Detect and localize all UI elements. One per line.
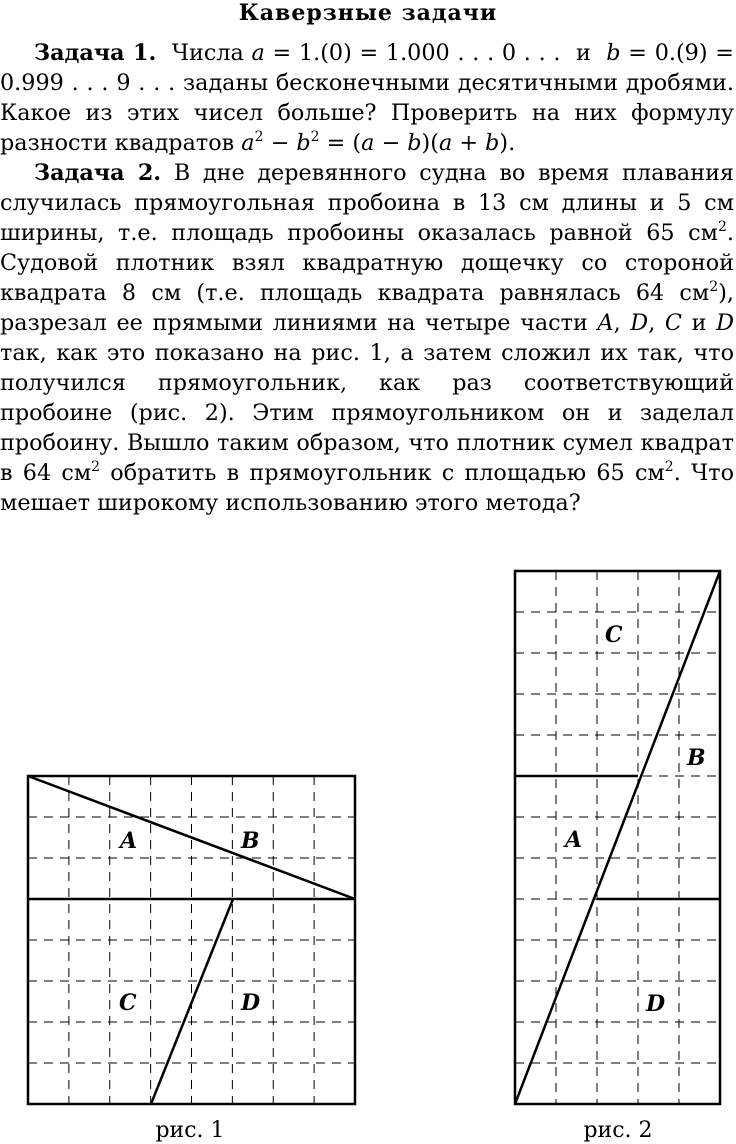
page-title: Каверзные задачи	[238, 0, 498, 26]
figure-2-label-c: C	[605, 622, 623, 648]
figure-1-cut	[151, 899, 233, 1104]
figure-2-label-b: B	[687, 745, 706, 771]
figure-2-diagonal	[515, 571, 720, 1104]
problem-2-label: Задача 2.	[34, 160, 162, 186]
figure-2-label-a: A	[565, 827, 583, 853]
body-text	[0, 38, 734, 518]
problem-2-s3: ), разрезал ее прямыми линиями на четыре части	[0, 280, 734, 336]
problem-2-s2: . Судовой плотник взял квадратную дощечку со стороной квадрата 8 см (т.е. площадь квадрата равнялась 64 см	[0, 220, 734, 306]
problem-2: Задача 2. В дне деревянного судна во время плавания случилась прямоугольная пробоина в 13 см длины и 5 см ширины, т.е. площадь пробоины оказалась равной 65 $см^2$. Судовой плотник взял квадратную дощечку со стороной квадрата 8 см (т.е. площадь квадрата равнялась 64 $см^2$), разрезал ее прямыми линиями на четыре части A, D, C и D так, как это показано на рис. 1, а затем сложил их так, что получился прямоугольник, как раз соответствующий пробоине (рис. 2). Этим прямоугольником он и заделал пробоину. Вышло таким образом, что плотник сумел квадрат в 64 $см^2$ обратить в прямоугольник с площадью 65 $см^2$. Что мешает широкому использованию этого метода?	[0, 160, 734, 516]
problem-2-s6: . Что мешает широкому использованию этого метода?	[0, 460, 734, 516]
figure-1	[26, 774, 358, 1108]
problem-1-label: Задача 1.	[34, 40, 157, 66]
problem-1-text-b: заданы бесконечными десятичными дробями. Какое из этих чисел больше? Проверить на них формулу разности квадратов	[0, 70, 734, 156]
figure-2-caption: рис. 2	[583, 1118, 653, 1143]
problem-2-s1: В дне деревянного судна во время плавания случилась прямоугольная пробоина в 13 см длины и 5 см ширины, т.е. площадь пробоины оказалась равной 65 см	[0, 160, 734, 246]
figure-2-label-d: D	[646, 991, 666, 1017]
problem-2-s4: так, как это показано на рис. 1, а затем сложил их так, что получился прямоугольник, как раз соответствующий пробоине (рис. 2). Этим прямоугольником он и заделал пробоину. Вышло таким образом, что плотник сумел квадрат в 64 см	[0, 340, 734, 486]
figure-1-caption: рис. 1	[155, 1118, 225, 1143]
figure-1-label-b: B	[241, 828, 260, 854]
figure-1-label-a: A	[120, 828, 138, 854]
figure-1-grid	[28, 776, 355, 1104]
figure-1-label-c: C	[119, 990, 137, 1016]
figure-1-label-d: D	[241, 990, 261, 1016]
problem-1: Задача 1. Числа a = 1.(0) = 1.000 . . . 0 . . . и b = 0.(9) = 0.999 . . . 9 . . . заданы бесконечными десятичными дробями. Какое из этих чисел больше? Проверить на них формулу разности квадратов $a^2 - b^2 = (a - b)(a + b)$.	[0, 40, 734, 156]
problem-1-text-a: Числа	[171, 40, 252, 66]
figure-2	[513, 569, 723, 1108]
problem-2-s5: обратить в прямоугольник с площадью 65 см	[100, 460, 665, 486]
